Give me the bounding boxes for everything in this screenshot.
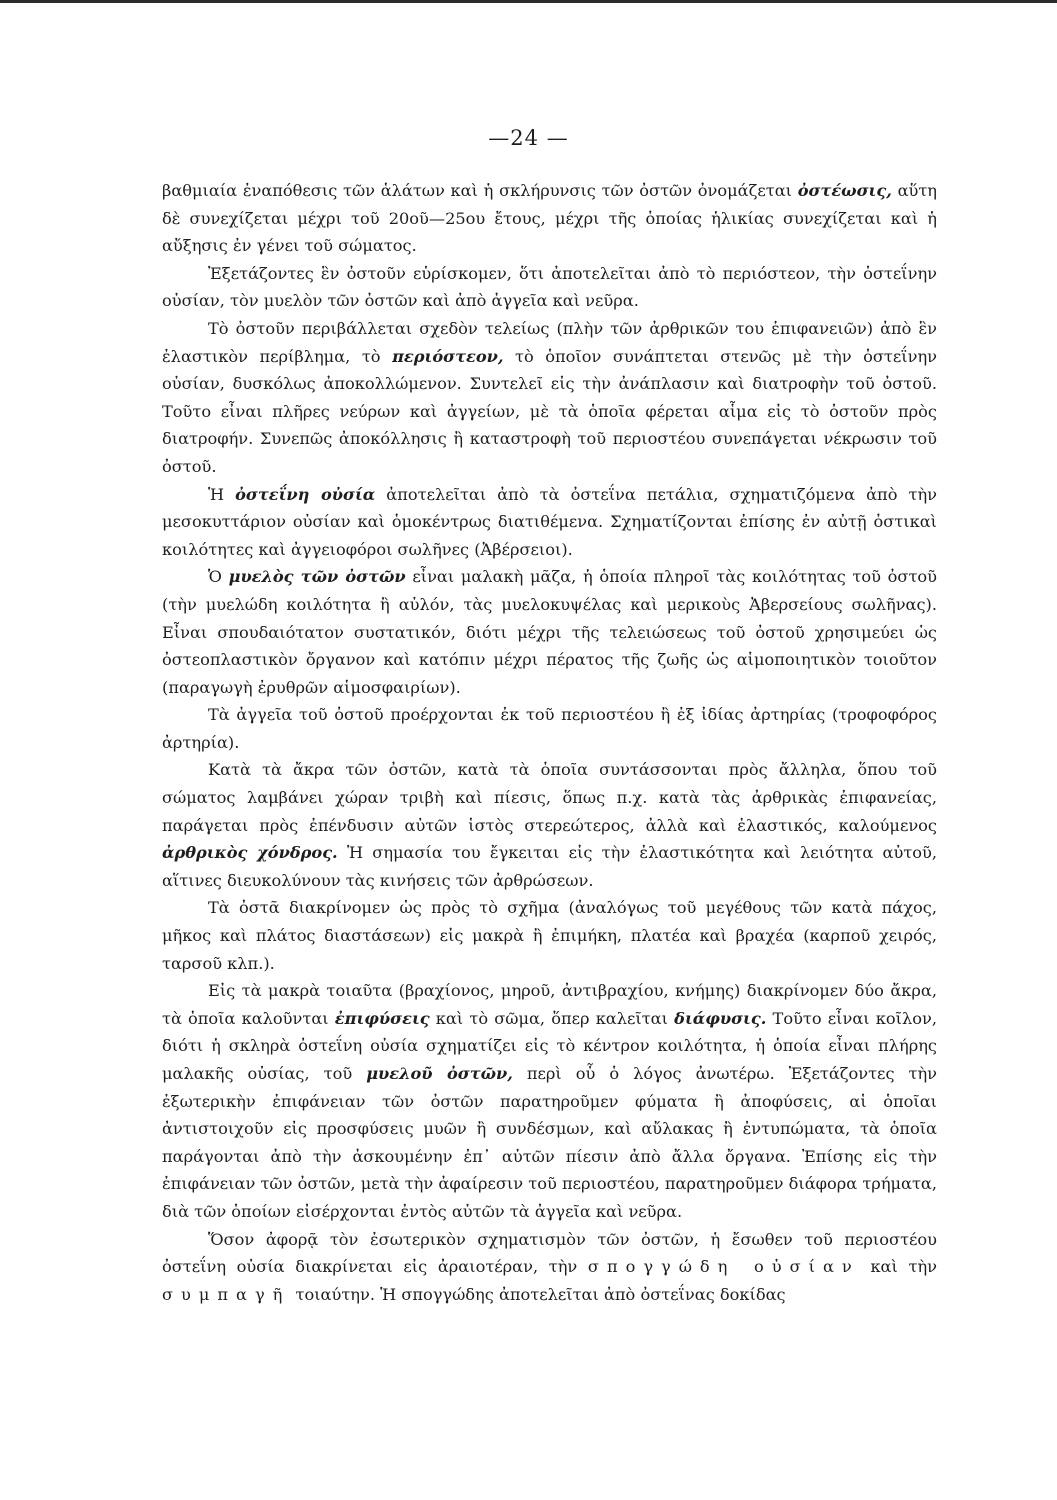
text-run: Ὁ <box>208 567 229 587</box>
spaced-term: σπογγώδη οὐσίαν <box>587 1257 860 1277</box>
spaced-term: συμπαγῆ <box>162 1284 291 1304</box>
text-run: Εἰς τὰ μακρὰ τοιαῦτα (βραχίονος, μηροῦ, ἀντιβραχίου, κνήμης) διακρίνομεν δύο ἄκρα, τὰ ὁποῖα καλοῦνται <box>162 981 937 1028</box>
paragraph <box>162 894 937 977</box>
text-run: βαθμιαία ἐναπόθεσις τῶν ἁλάτων καὶ ἡ σκλήρυνσις τῶν ὀστῶν ὀνομάζεται <box>162 181 798 200</box>
text-run: Ἡ σημασία του ἔγκειται εἰς τὴν ἐλαστικότητα καὶ λειότητα αὐτοῦ, αἵτινες διευκολύνουν τὰς κινήσεις τῶν ἀρθρώσεων. <box>162 843 937 890</box>
text-run: αὕτη δὲ συνεχίζεται μέχρι τοῦ 20οῦ—25ου ἔτους, μέχρι τῆς ὁποίας ἡλικίας συνεχίζεται καὶ ἡ αὔξησις ἐν γένει τοῦ σώματος. <box>162 181 937 256</box>
emphasized-term: ὀστέωσις, <box>797 181 892 200</box>
paragraph <box>162 563 937 701</box>
top-rule <box>0 0 1057 3</box>
text-run: καὶ τὸ σῶμα, ὅπερ καλεῖται <box>429 1008 675 1028</box>
text-run: Τὸ ὀστοῦν περιβάλλεται σχεδὸν τελείως (πλὴν τῶν ἀρθρικῶν του ἐπιφανειῶν) ἀπὸ ἓν ἐλαστικὸν περίβλημα, τὸ <box>162 318 937 366</box>
text-run: Ὅσον ἀφορᾷ τὸν ἐσωτερικὸν σχηματισμὸν τῶν ὀστῶν, ἡ ἔσωθεν τοῦ περιοστέου ὀστεΐνη οὐσία διακρίνεται εἰς ἀραιοτέραν, τὴν <box>162 1229 937 1277</box>
paragraph <box>162 260 937 315</box>
emphasized-term: ἀρθρικὸς χόνδρος. <box>162 843 338 863</box>
text-run: εἶναι μαλακὴ μᾶζα, ἡ ὁποία πληροῖ τὰς κοιλότητας τοῦ ὀστοῦ (τὴν μυελώδη κοιλότητα ἢ αὐλόν, τὰς μυελοκυψέλας καὶ μερικοὺς Ἀβερσείους σωλῆνας). Εἶναι σπουδαιότατον συστατικόν, διότι μέχρι τῆς τελειώσεως τοῦ ὀστοῦ χρησιμεύει ὡς ὀστεοπλαστικὸν ὄργανον καὶ κατόπιν μέχρι πέρατος τῆς ζωῆς ὡς αἱμοποιητικὸν τοιοῦτον (παραγωγὴ ἐρυθρῶν αἱμοσφαιρίων). <box>162 567 937 697</box>
text-run: Κατὰ τὰ ἄκρα τῶν ὀστῶν, κατὰ τὰ ὁποῖα συντάσσονται πρὸς ἄλληλα, ὅπου τοῦ σώματος λαμβάνει χώραν τριβὴ καὶ πίεσις, ὅπως π.χ. κατὰ τὰς ἀρθρικὰς ἐπιφανείας, παράγεται πρὸς ἐπένδυσιν αὐτῶν ἱστὸς στερεώτερος, ἀλλὰ καὶ ἐλαστικός, καλούμενος <box>162 760 937 835</box>
emphasized-term: ὀστεΐνη οὐσία <box>235 484 376 504</box>
body-text <box>162 177 937 1308</box>
text-run: Τὰ ὀστᾶ διακρίνομεν ὡς πρὸς τὸ σχῆμα (ἀναλόγως τοῦ μεγέθους τῶν κατὰ πάχος, μῆκος καὶ πλάτος διαστάσεων) εἰς μακρὰ ἢ ἐπιμήκη, πλατέα καὶ βραχέα (καρποῦ χειρός, ταρσοῦ κλπ.). <box>162 898 937 973</box>
paragraph <box>162 756 937 894</box>
emphasized-term: περιόστεον, <box>392 346 504 366</box>
paragraph <box>162 481 937 564</box>
emphasized-term: μυελὸς τῶν ὀστῶν <box>228 567 406 587</box>
paragraph <box>162 977 937 1225</box>
paragraph <box>162 177 937 260</box>
emphasized-term: διάφυσις. <box>674 1008 767 1028</box>
emphasized-term: μυελοῦ ὀστῶν, <box>366 1064 513 1083</box>
text-run: τὸ ὁποῖον συνάπτεται στενῶς μὲ τὴν ὀστεΐνην οὐσίαν, δυσκόλως ἀποκολλώμενον. Συντελεῖ εἰς τὴν ἀνάπλασιν καὶ διατροφὴν τοῦ ὀστοῦ. Τοῦτο εἶναι πλῆρες νεύρων καὶ ἀγγείων, μὲ τὰ ὁποῖα φέρεται αἷμα εἰς τὸ ὀστοῦν πρὸς διατροφήν. Συνεπῶς ἀποκόλλησις ἢ καταστροφὴ τοῦ περιοστέου συνεπάγεται νέκρωσιν τοῦ ὀστοῦ. <box>162 346 937 476</box>
text-run: περὶ οὗ ὁ λόγος ἀνωτέρω. Ἐξετάζοντες τὴν ἐξωτερικὴν ἐπιφάνειαν τῶν ὀστῶν παρατηροῦμεν φύματα ἢ ἀποφύσεις, αἱ ὁποῖαι ἀντιστοιχοῦν εἰς προσφύσεις μυῶν ἢ συνδέσμων, καὶ αὔλακας ἢ ἐντυπώματα, τὰ ὁποῖα παράγονται ἀπὸ τὴν ἀσκουμένην ἐπ᾽ αὐτῶν πίεσιν ἀπὸ ἄλλα ὄργανα. Ἐπίσης εἰς τὴν ἐπιφάνειαν τῶν ὀστῶν, μετὰ τὴν ἀφαίρεσιν τοῦ περιοστέου, παρατηροῦμεν διάφορα τρήματα, διὰ τῶν ὁποίων εἰσέρχονται ἐντὸς αὐτῶν τὰ ἀγγεῖα καὶ νεῦρα. <box>162 1064 938 1221</box>
text-run: τοιαύτην. Ἡ σπογγώδης ἀποτελεῖται ἀπὸ ὀστεΐνας δοκίδας <box>290 1284 786 1304</box>
emphasized-term: ἐπιφύσεις <box>334 1008 430 1028</box>
paragraph <box>162 701 937 756</box>
text-run: Ἡ <box>208 484 236 504</box>
text-run: Τοῦτο εἶναι κοῖλον, διότι ἡ σκληρὰ ὀστεΐνη οὐσία σχηματίζει εἰς τὸ κέντρον κοιλότητα, ἡ ὁποία εἶναι πλήρης μαλακῆς οὐσίας, τοῦ <box>162 1008 938 1083</box>
page-number: —24 — <box>488 126 569 150</box>
paragraph <box>162 1226 937 1309</box>
paragraph <box>162 315 937 481</box>
text-run: Τὰ ἀγγεῖα τοῦ ὀστοῦ προέρχονται ἐκ τοῦ περιοστέου ἢ ἐξ ἰδίας ἀρτηρίας (τροφοφόρος ἀρτηρία). <box>162 705 937 752</box>
text-run: καὶ τὴν <box>859 1257 937 1277</box>
text-run: Ἐξετάζοντες ἓν ὀστοῦν εὑρίσκομεν, ὅτι ἀποτελεῖται ἀπὸ τὸ περιόστεον, τὴν ὀστεΐνην οὐσίαν, τὸν μυελὸν τῶν ὀστῶν καὶ ἀπὸ ἀγγεῖα καὶ νεῦρα. <box>162 263 937 311</box>
text-run: ἀποτελεῖται ἀπὸ τὰ ὀστεΐνα πετάλια, σχηματιζόμενα ἀπὸ τὴν μεσοκυττάριον οὐσίαν καὶ ὁμοκέντρως διατιθέμενα. Σχηματίζονται ἐπίσης ἐν αὐτῇ ὀστικαὶ κοιλότητες καὶ ἀγγειοφόροι σωλῆνες (Ἀβέρσειοι). <box>162 484 937 559</box>
